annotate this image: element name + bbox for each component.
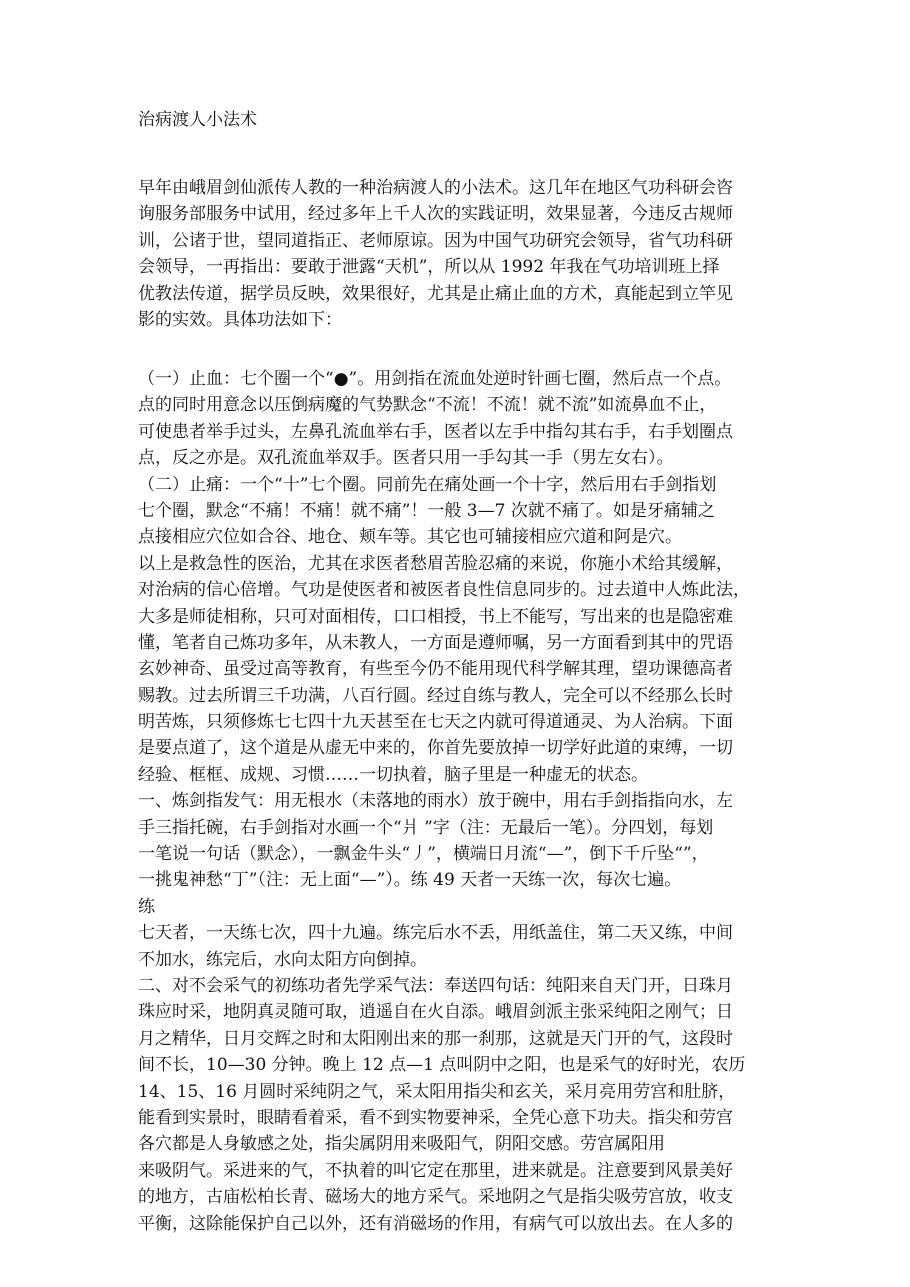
body-line: 玄妙神奇、虽受过高等教育，有些至今仍不能用现代科学解其理，望功课德高者 [138, 659, 733, 680]
intro-line: 优教法传道，据学员反映，效果很好，尤其是止痛止血的方术，真能起到立竿见 [138, 283, 733, 304]
body-line: 手三指托碗，右手剑指对水画一个“爿 ”字（注：无最后一笔）。分四划，每划 [138, 817, 714, 838]
body-line: 平衡，这除能保护自己以外，还有消磁场的作用，有病气可以放出去。在人多的 [138, 1213, 733, 1234]
intro-line: 影的实效。具体功法如下： [138, 309, 342, 330]
body-line: 大多是师徒相称，只可对面相传，口口相授，书上不能写，写出来的也是隐密难 [138, 606, 733, 627]
body-line: 不加水，练完后，水向太阳方向倒掉。 [138, 949, 427, 970]
intro-line: 询服务部服务中试用，经过多年上千人次的实践证明，效果显著，今违反古规师 [138, 204, 733, 225]
body-line: 练 [138, 896, 155, 917]
intro-line: 会领导，一再指出：要敢于泄露“天机”，所以从 1992 年我在气功培训班上择 [138, 257, 720, 278]
body-line: 各穴都是人身敏感之处，指尖属阴用来吸阳气，阴阳交感。劳宫属阳用 [138, 1134, 665, 1155]
body-line: 点接相应穴位如合谷、地仓、颊车等。其它也可辅接相应穴道和阿是穴。 [138, 527, 682, 548]
body-line: 的地方，古庙松柏长青、磁场大的地方采气。采地阴之气是指尖吸劳宫放，收支 [138, 1187, 733, 1208]
body-line: 珠应时采，地阴真灵随可取，逍遥自在火自添。峨眉剑派主张采纯阳之刚气；日 [138, 1002, 733, 1023]
body-line: 七个圈，默念“不痛！不痛！就不痛”！一般 3—7 次就不痛了。如是牙痛辅之 [138, 500, 715, 521]
body-line: 能看到实景时，眼睛看着采，看不到实物要神采，全凭心意下功夫。指尖和劳宫 [138, 1107, 733, 1128]
body-line: 明苦炼，只须修炼七七四十九天甚至在七天之内就可得道通灵、为人治病。下面 [138, 712, 733, 733]
body-line: 来吸阴气。采进来的气，不执着的叫它定在那里，进来就是。注意要到风景美好 [138, 1160, 733, 1181]
intro-line: 早年由峨眉剑仙派传人教的一种治病渡人的小法术。这几年在地区气功科研会咨 [138, 178, 733, 198]
body-line: 点，反之亦是。双孔流血举双手。医者只用一手勾其一手（男左女右）。 [138, 448, 674, 469]
body-line: 14、15、16 月圆时采纯阴之气，采太阳用指尖和玄关，采月亮用劳宫和肚脐， [138, 1081, 736, 1102]
body-line: 是要点道了，这个道是从虚无中来的，你首先要放掉一切学好此道的束缚，一切 [138, 738, 733, 759]
body-line: 二、对不会采气的初练功者先学采气法：奉送四句话：纯阳来自天门开，日珠月 [138, 975, 733, 996]
body-line: 间不长，10—30 分钟。晚上 12 点—1 点叫阴中之阳，也是采气的好时光，农历 [138, 1055, 746, 1076]
body-line: 可使患者举手过头，左鼻孔流血举右手，医者以左手中指勾其右手，右手划圈点 [138, 421, 733, 442]
body-line: 赐教。过去所谓三千功满，八百行圆。经过自练与教人，完全可以不经那么长时 [138, 685, 733, 706]
body-line: 一、炼剑指发气：用无根水（未落地的雨水）放于碗中，用右手剑指指向水，左 [138, 791, 733, 812]
body-line: 一笔说一句话（默念），一飘金牛头“丿”，横端日月流“—”，倒下千斤坠“”， [138, 844, 709, 865]
body-line: （二）止痛：一个“十”七个圈。同前先在痛处画一个十字，然后用右手剑指划 [138, 474, 717, 495]
body-line: （一）止血：七个圈一个“●”。用剑指在流血处逆时针画七圈，然后点一个点。 [138, 369, 732, 389]
body-line: 对治病的信心倍增。气功是使医者和被医者良性信息同步的。过去道中人炼此法， [138, 580, 750, 601]
intro-line: 训，公诸于世，望同道指正、老师原谅。因为中国气功研究会领导，省气功科研 [138, 230, 733, 251]
document-title: 治病渡人小法术 [138, 110, 257, 130]
body-line: 懂，笔者自己炼功多年，从未教人，一方面是遵师嘱，另一方面看到其中的咒语 [138, 632, 733, 653]
body-line: 经验、框框、成规、习惯……一切执着，脑子里是一种虚无的状态。 [138, 764, 648, 785]
body-line: 一挑鬼神愁“丁”（注：无上面“—”）。练 49 天者一天练一次，每次七遍。 [138, 870, 682, 891]
body-line: 以上是救急性的医治，尤其在求医者愁眉苦脸忍痛的来说，你施小术给其缓解， [138, 553, 733, 574]
body-line: 七天者，一天练七次，四十九遍。练完后水不丢，用纸盖住，第二天又练，中间 [138, 923, 733, 944]
body-text [138, 366, 778, 1237]
body-line: 点的同时用意念以压倒病魔的气势默念“不流！不流！就不流”如流鼻血不止， [138, 395, 717, 416]
intro-paragraph [138, 175, 778, 333]
body-line: 月之精华，日月交辉之时和太阳刚出来的那一刹那，这就是天门开的气，这段时 [138, 1028, 733, 1049]
